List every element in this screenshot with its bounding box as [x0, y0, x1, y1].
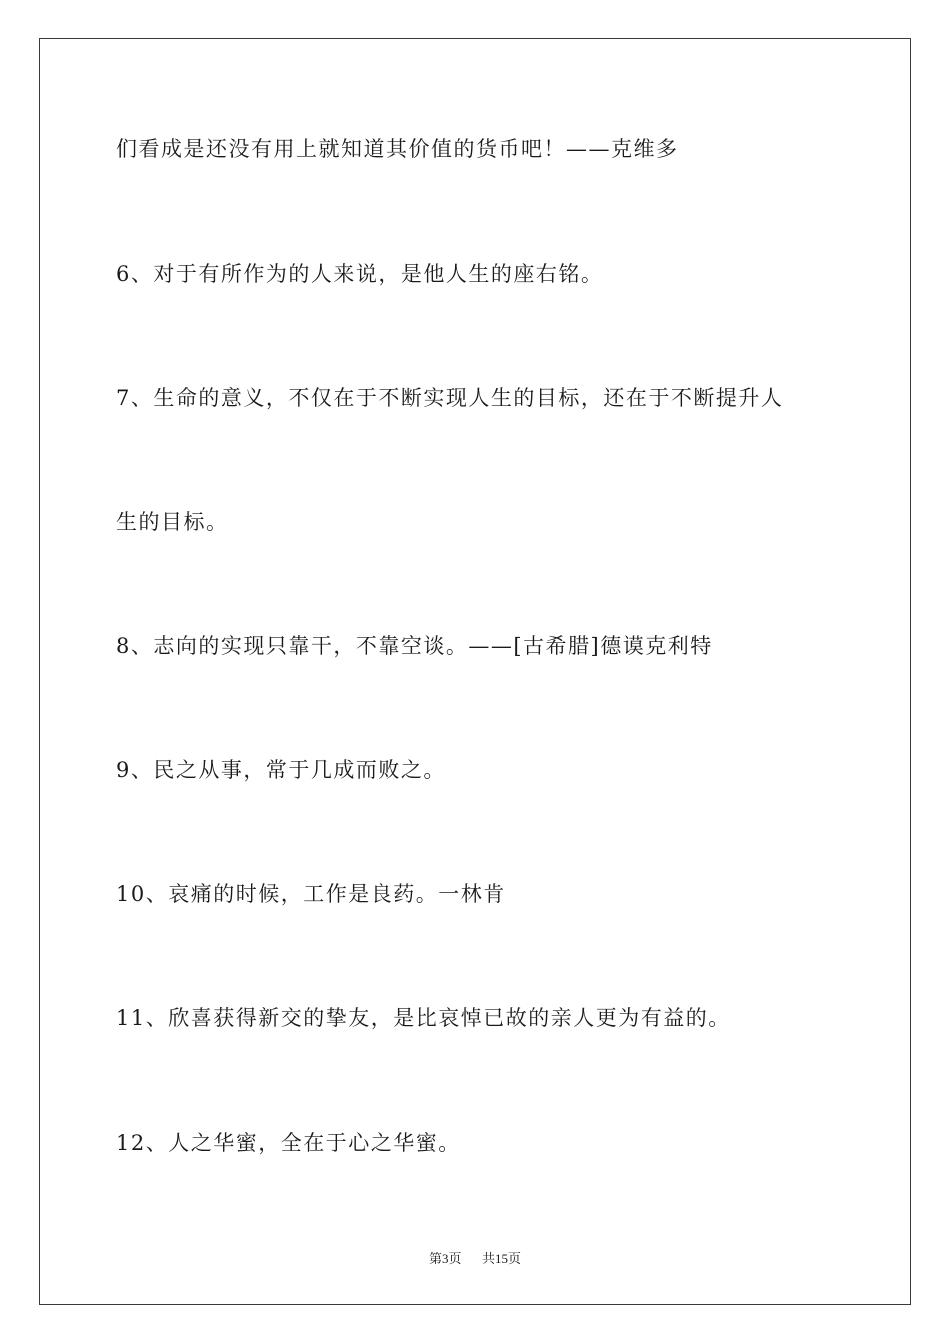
text-line-1: 们看成是还没有用上就知道其价值的货币吧！——克维多: [116, 137, 679, 161]
text-line-3: 7、生命的意义，不仅在于不断实现人生的目标，还在于不断提升人: [116, 386, 784, 410]
page-footer: [0, 1248, 950, 1267]
text-line-9: 12、人之华蜜，全在于心之华蜜。: [116, 1131, 461, 1155]
text-line-7: 10、哀痛的时候，工作是良药。一林肯: [116, 882, 506, 906]
text-line-2: 6、对于有所作为的人来说，是他人生的座右铭。: [116, 262, 604, 286]
text-line-4: 生的目标。: [116, 510, 229, 534]
text-line-6: 9、民之从事，常于几成而败之。: [116, 758, 446, 782]
page-border: [39, 38, 911, 1305]
text-line-5: 8、志向的实现只靠干，不靠空谈。——[古希腊]德谟克利特: [116, 634, 713, 658]
text-line-8: 11、欣喜获得新交的挚友，是比哀悼已故的亲人更为有益的。: [116, 1006, 731, 1030]
page-number: 第3页: [428, 1251, 462, 1266]
total-pages: 共15页: [482, 1251, 522, 1266]
